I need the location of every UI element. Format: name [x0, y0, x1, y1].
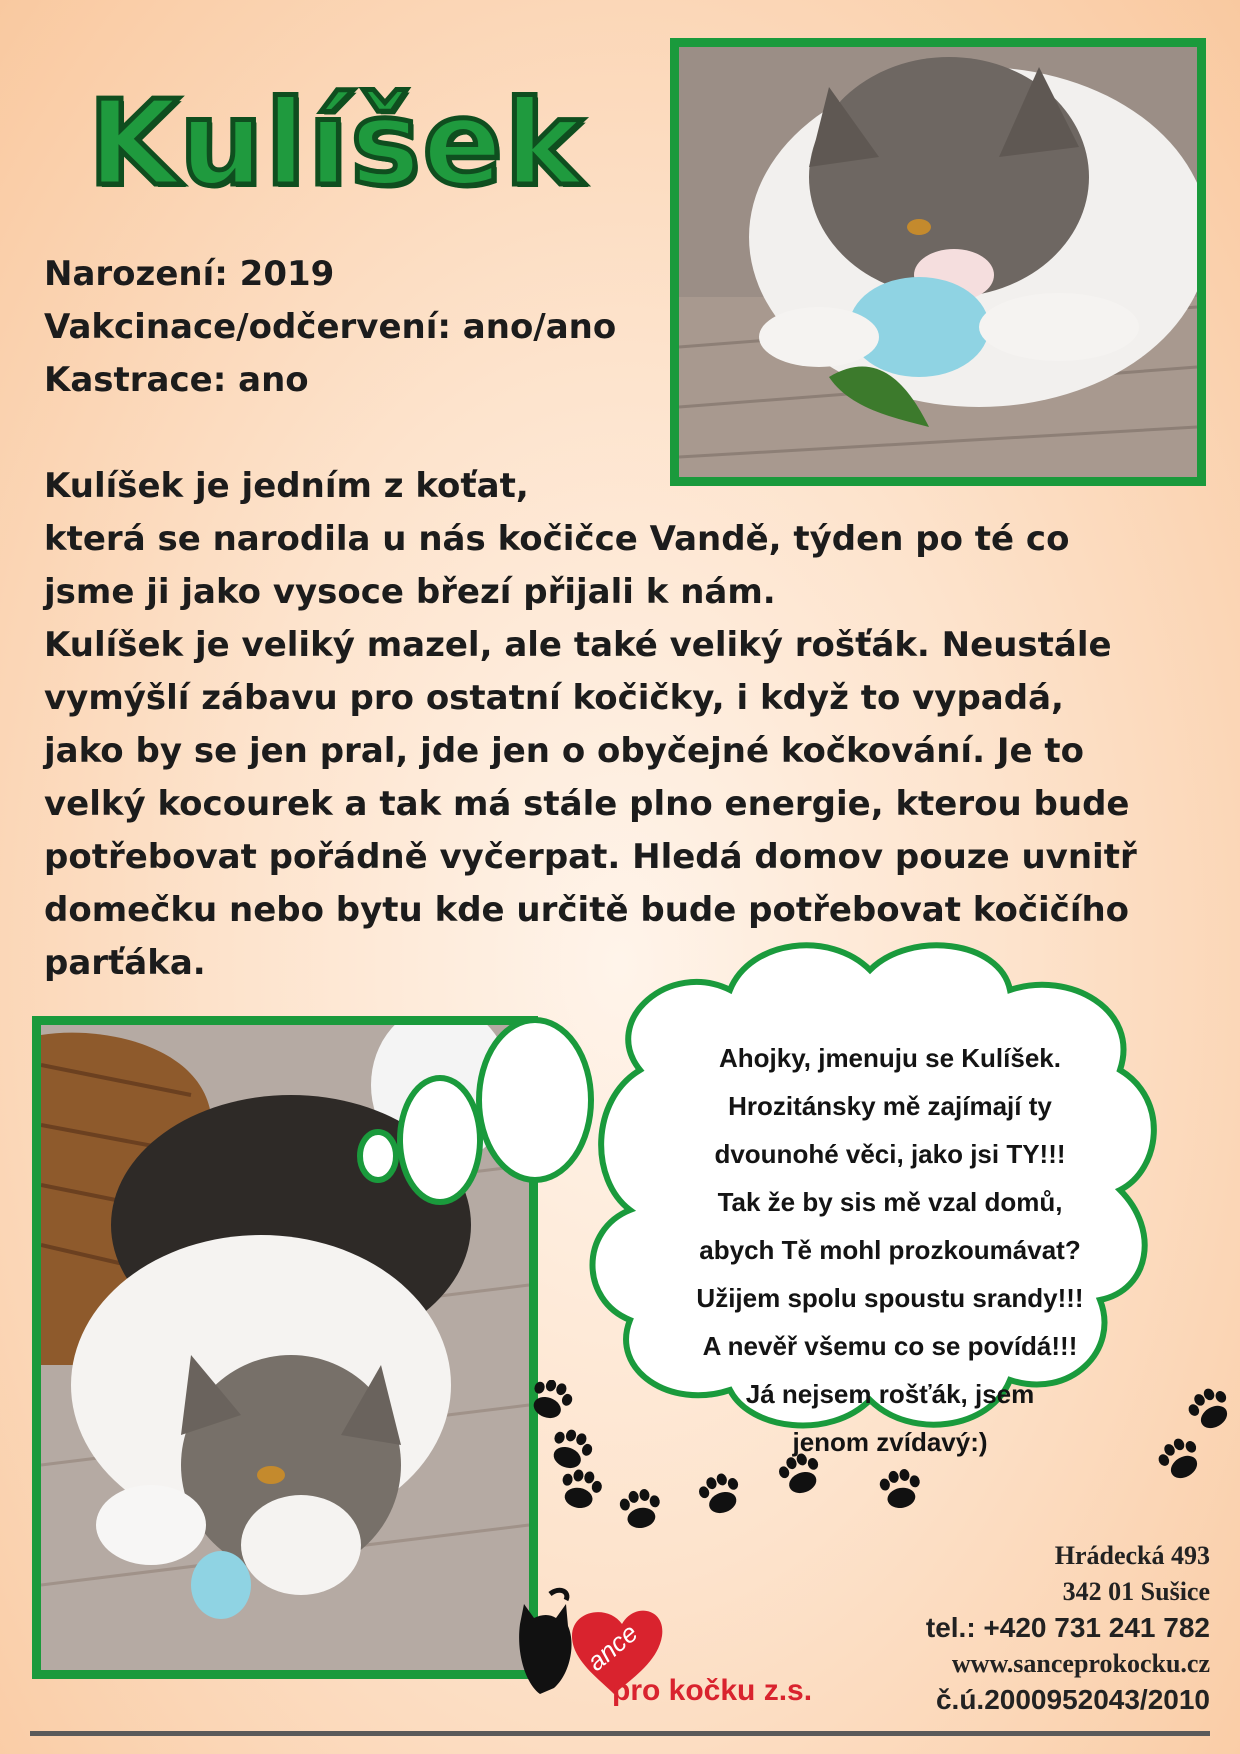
bubble-line: Užijem spolu spoustu srandy!!! — [696, 1283, 1084, 1313]
bubble-line: dvounohé věci, jako jsi TY!!! — [714, 1139, 1066, 1169]
bubble-line: abych Tě mohl prozkoumávat? — [699, 1235, 1081, 1265]
vaccination-fact: Vakcinace/odčervení: ano/ano — [44, 307, 617, 347]
logo-heart-text: ance — [580, 1617, 644, 1677]
paw-prints-icon — [520, 1380, 1240, 1560]
bank-account: č.ú.2000952043/2010 — [935, 1684, 1210, 1715]
bubble-line: Tak že by sis mě vzal domů, — [717, 1187, 1063, 1217]
phone-number: tel.: +420 731 241 782 — [925, 1612, 1210, 1643]
bubble-line: Hrozitánsky mě zajímají ty — [728, 1091, 1052, 1121]
page-title: Kulíšek — [88, 74, 586, 212]
bubble-line: A nevěř všemu co se povídá!!! — [702, 1331, 1078, 1361]
story-line: jako by se jen pral, jde jen o obyčejné kočkování. Je to — [44, 731, 1084, 771]
story-line: Kulíšek je jedním z koťat, — [44, 466, 529, 506]
address-city: 342 01 Sušice — [1062, 1577, 1210, 1606]
bubble-line: Já nejsem rošťák, jsem — [745, 1379, 1035, 1409]
birth-fact: Narození: 2019 — [44, 254, 335, 294]
story-line: domečku nebo bytu kde určitě bude potřebovat kočičího — [44, 890, 1130, 930]
story-line: Kulíšek je veliký mazel, ale také veliký rošťák. Neustále — [44, 625, 1112, 665]
story-text — [44, 460, 1224, 990]
logo-tagline: pro kočku z.s. — [612, 1674, 813, 1707]
bubble-line: jenom zvídavý:) — [792, 1427, 988, 1457]
facts-block — [44, 248, 684, 407]
castration-fact: Kastrace: ano — [44, 360, 309, 400]
address-street: Hrádecká 493 — [1054, 1541, 1210, 1570]
story-line: potřebovat pořádně vyčerpat. Hledá domov pouze uvnitř — [44, 837, 1137, 877]
bubble-line: Ahojky, jmenuju se Kulíšek. — [719, 1043, 1061, 1073]
footer-divider — [30, 1731, 1210, 1736]
website-link[interactable]: www.sanceprokocku.cz — [951, 1649, 1210, 1678]
story-line: parťáka. — [44, 943, 206, 983]
contact-block — [926, 1538, 1210, 1718]
cat-chewing-toy-image — [679, 47, 1197, 477]
story-line: která se narodila u nás kočičce Vandě, týden po té co — [44, 519, 1070, 559]
story-line: vymýšlí zábavu pro ostatní kočičky, i když to vypadá, — [44, 678, 1064, 718]
cat-photo-top — [670, 38, 1206, 486]
story-line: jsme ji jako vysoce březí přijali k nám. — [44, 572, 776, 612]
story-line: velký kocourek a tak má stále plno energie, kterou bude — [44, 784, 1130, 824]
